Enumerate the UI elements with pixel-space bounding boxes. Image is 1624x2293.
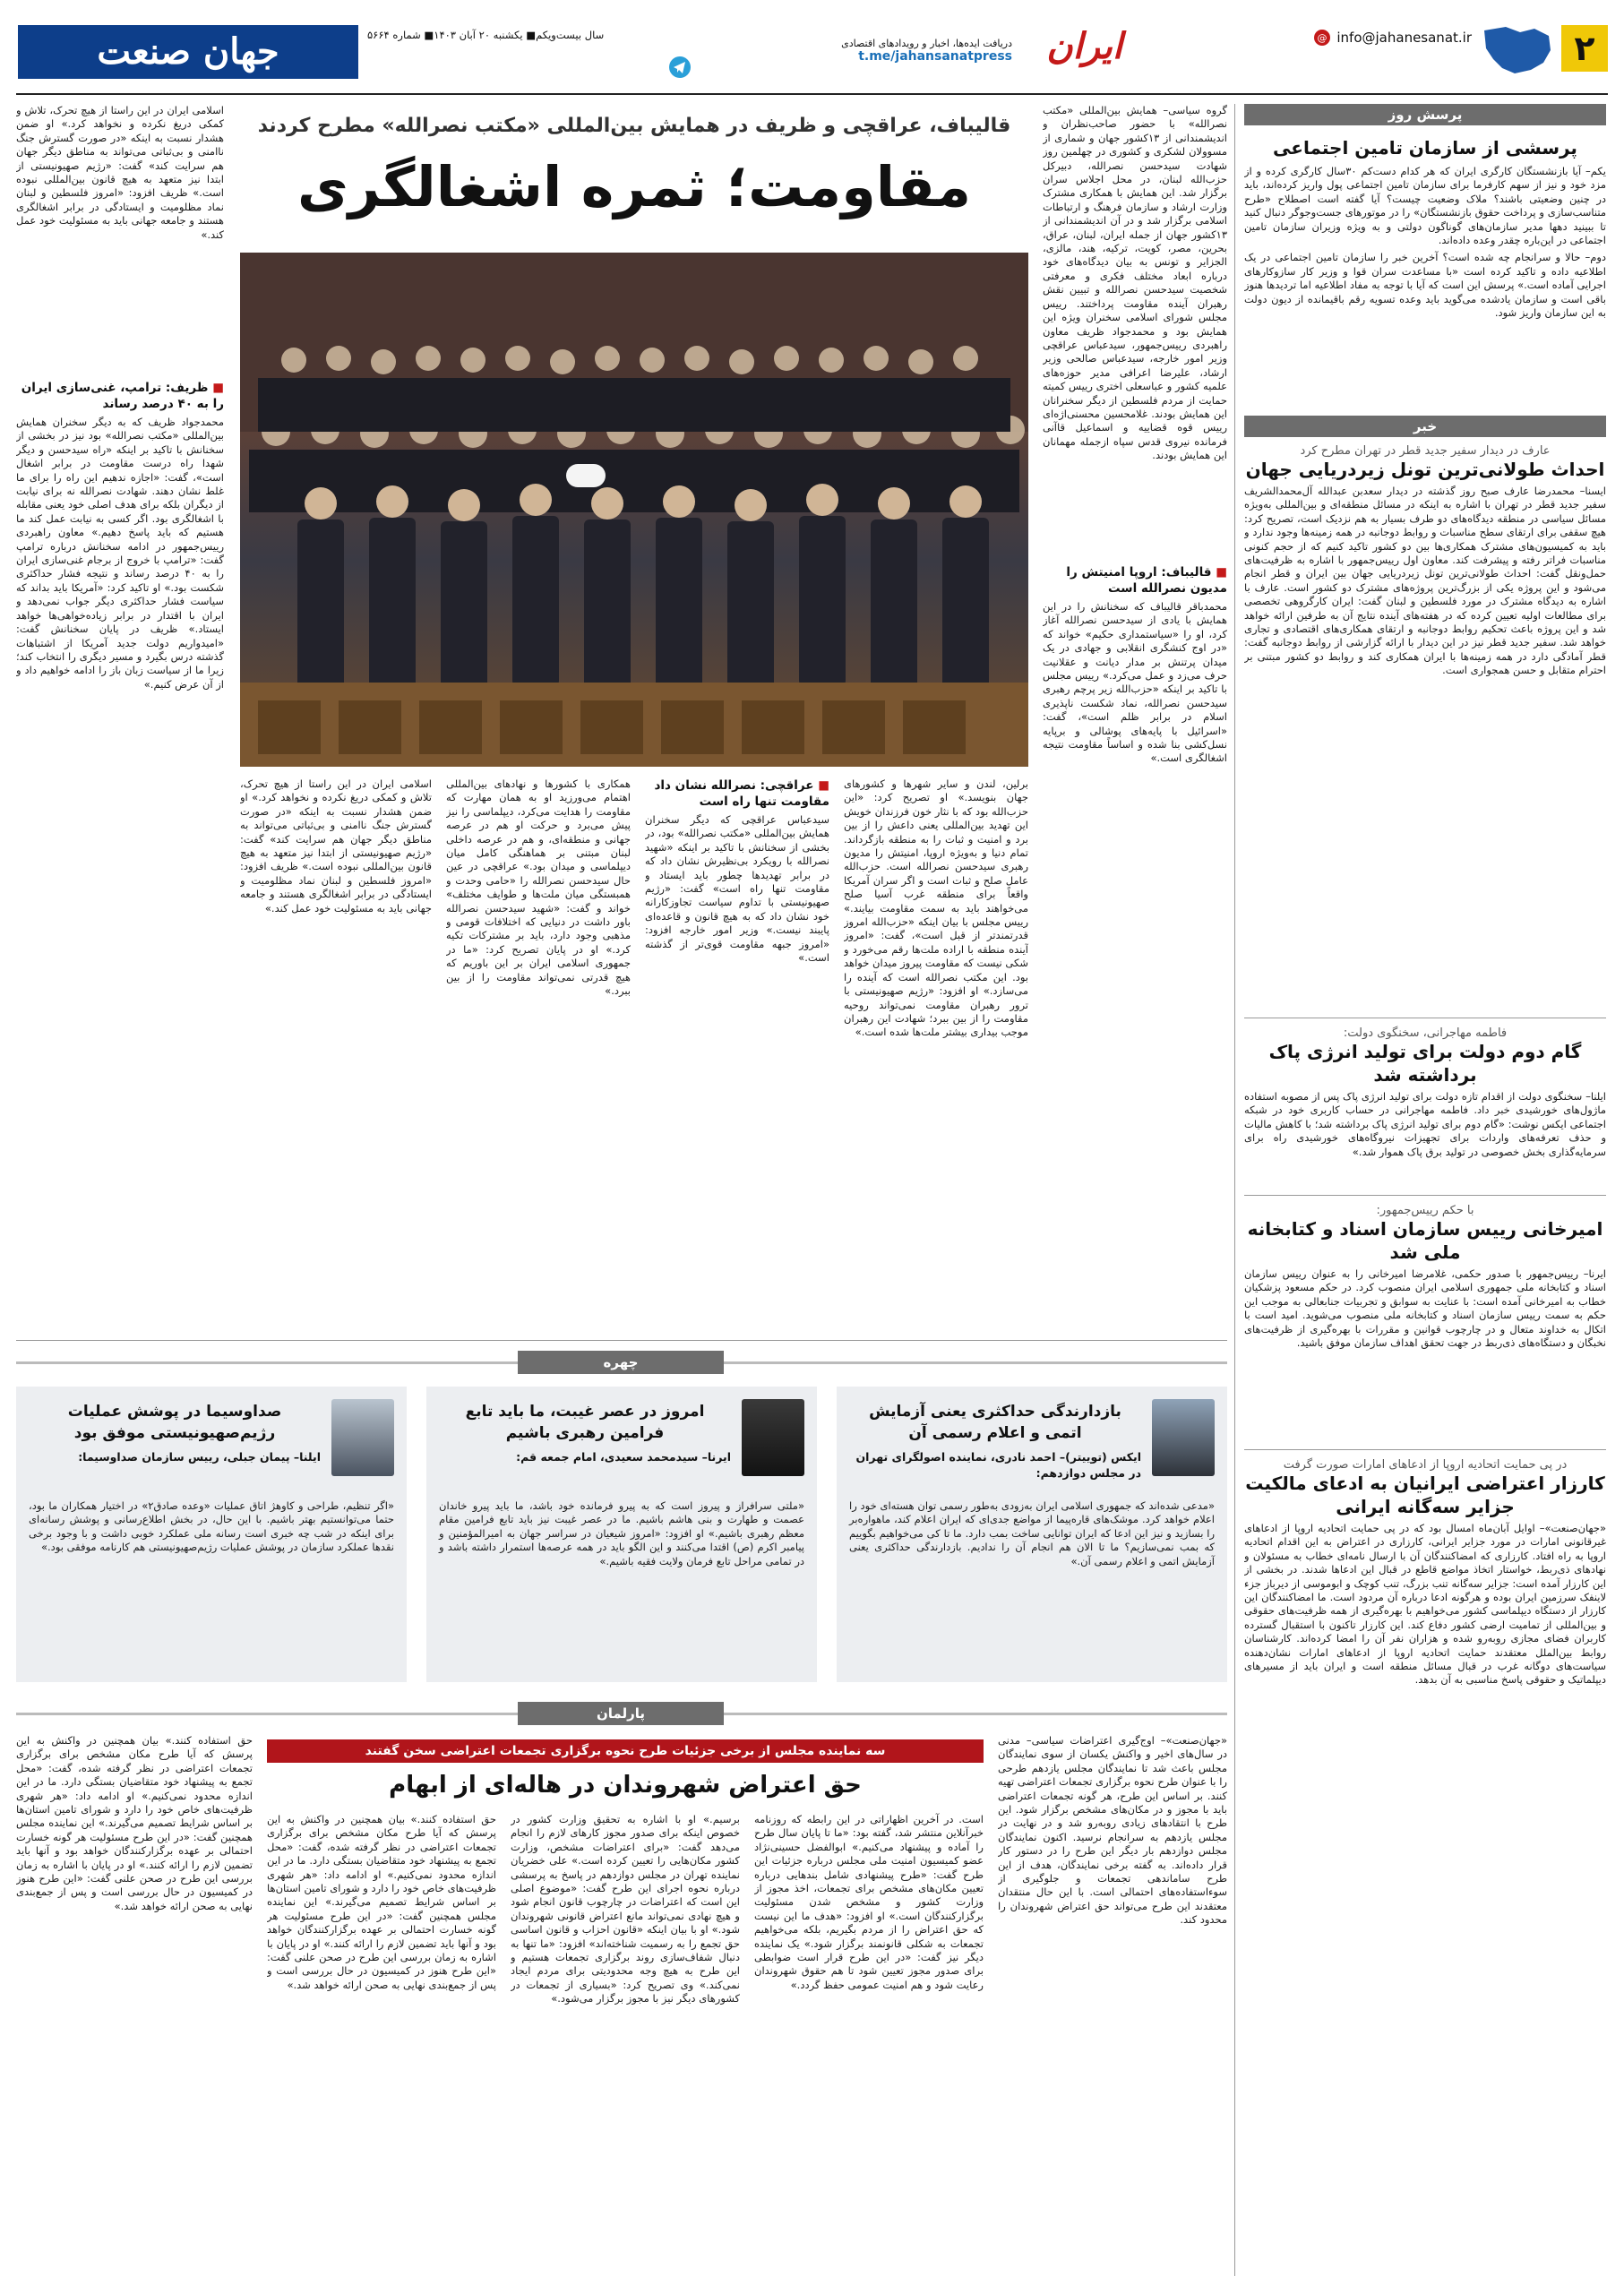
parliament-column-1-text: «جهان‌صنعت»– اوج‌گیری اعتراضات سیاسی– مدنی در سال‌های اخیر و واکنش یکسان از سوی نمایندگان مجلس باعث شد تا نمایندگان مجلس یازدهم طرحی را با عنوان طرح نحوه برگزاری تجمعات اعتراضی تهیه کنند. بر اساس این طرح، هر گونه تجمعات اعتراضی باید با مجوز و در مکان‌های مشخص برگزار شود. این طرح با انتقادهای زیادی روبه‌رو شد و در نهایت در مجلس یازدهم به سرانجام نرسید. اکنون نمایندگان مجلس دوازدهم بار دیگر این طرح را در دستور کار قرار داده‌اند. به گفته برخی نمایندگان، هدف از این طرح ساماندهی تجمعات و جلوگیری از سوءاستفاده‌های احتمالی است. با این حال منتقدان معتقدند این طرح می‌تواند حق اعتراض شهروندان را محدود کند. <box>998 1734 1227 1927</box>
face-card-2 <box>426 1387 817 1682</box>
lead-subhead: ■ قالیباف: اروپا امنیتش را مدیون نصرالله است <box>1043 564 1227 597</box>
library-title: امیرخانی رییس سازمان اسناد و کتابخانه ملی شد <box>1247 1218 1603 1263</box>
column-5b-paragraph: محمدجواد ظریف که به دیگر سخنران همایش بین‌المللی «مکتب نصرالله» بود نیز در بخشی از سخنانش با تاکید بر اینکه «راه سیدحسن و دیگر شهدا راه درست مقاومت در برابر اشغال است»، گفت: «اجازه ندهیم این راه را برای ما غلط نشان دهند. شهادت نصرالله نه برای نیابت از دیگران بلکه برای هدف اصلی خود یعنی مقابله با اشغالگری بود. اگر کسی به نیابت عمل کند ما هستیم که باید پاسخ دهیم.» معاون راهبردی رییس‌جمهور در ادامه سخنانش درباره ترامپ گفت: «ترامپ با خروج از برجام غنی‌سازی ایران را به ۴۰ درصد رساند و نتیجه فشار حداکثری شکست بود.» او تاکید کرد: «آمریکا باید بداند که سیاست فشار حداکثری دیگر جواب نمی‌دهد و ایران با اقتدار در برابر زیاده‌خواهی‌ها خواهد ایستاد.» ظریف در پایان سخنانش گفت: «امیدواریم دولت جدید آمریکا از اشتباهات گذشته درس بگیرد و مسیر دیگری را انتخاب کند؛ زیرا ما از سیاست زبان باز را ادامه خواهیم داد و از آن عرض کنیم.» <box>16 416 224 691</box>
faces-label: چهره <box>518 1351 724 1374</box>
question-body-2: دوم– حالا و سرانجام چه شده است؟ آخرین خبر را سازمان تامین اجتماعی در یک اطلاعیه داده و تاکید کرده است «با مساعدت سران قوا و وزیر کار سازوکارهای اجرایی آماده است.» پرسش این است که آیا با توجه به مفاد اطلاعیه اما تردیدها هنوز باقی است و سازمان یادشده می‌گوید باید وعده تسویه رقم باقیمانده از دیون دولت به این سازمان واریز شود. <box>1244 251 1606 320</box>
story-kicker: قالیباف، عراقچی و ظریف در همایش بین‌المللی «مکتب نصرالله» مطرح کردند <box>257 115 1011 137</box>
face-2-title: امروز در عصر غیبت، ما باید تابع فرامین رهبری باشیم <box>465 1403 705 1442</box>
parliament-column-2 <box>754 1813 984 2272</box>
face-3-source: ایلنا– پیمان جبلی، رییس سازمان صداوسیما: <box>78 1450 321 1464</box>
news-box <box>1244 416 1606 1027</box>
energy-body: ایلنا– سخنگوی دولت از اقدام تازه دولت برای تولید انرژی پاک پس از مصوبه استفاده ماژول‌های خورشیدی خبر داد. فاطمه مهاجرانی در حساب کاربری خود در شبکه اجتماعی ایکس نوشت: «گام دوم برای تولید انرژی پاک برداشته شد؛ با کاهش مالیات و حذف تعرفه‌های واردات برای تجهیزات نیروگاه‌های خورشیدی راه برای سرمایه‌گذاری بخش خصوصی در تولید برق پاک هموار شد.» <box>1244 1090 1606 1158</box>
parliament-column-3-text: برسیم.» او با اشاره به تحقیق وزارت کشور در خصوص اینکه برای صدور مجوز کارهای لازم را انجام می‌دهد گفت: «برای اعتراضات مشخص، وزارت کشور مکان‌هایی را تعیین کرده است.» علی خضریان نماینده تهران در مجلس دوازدهم در پاسخ به پرسشی درباره نحوه اجرای این طرح گفت: «موضوع اصلی این است که اعتراضات در چارچوب قانون انجام شود و هیچ نهادی نمی‌تواند مانع اعتراض قانونی شهروندان شود.» او با بیان اینکه «قانون احزاب و قانون اساسی حق تجمع را به رسمیت شناخته‌اند» افزود: «ما تنها به دنبال شفاف‌سازی روند برگزاری تجمعات هستیم و این طرح به هیچ وجه محدودیتی برای مردم ایجاد نمی‌کند.» وی تصریح کرد: «بسیاری از تجمعات در کشورهای دیگر نیز با مجوز برگزار می‌شود.» <box>511 1813 740 2005</box>
story-column-3 <box>844 777 1028 1327</box>
parliament-label: پارلمان <box>518 1702 724 1725</box>
face-3-body: «اگر تنظیم، طراحی و کاوهژ اتاق عملیات «وعده صادق۲» در اختیار همکاران ما بود، حتما می‌توانستیم بهتر باشیم. با این حال، در بخش اطلاع‌رسانی و پوشش رسانه‌ای برای اینکه در شب چه خبری است رسانه ملی عملکرد خوبی داشت و با وجود برخی نقدها عملکرد سازمان در پوشش عملیات رژیم‌صهیونیستی هم کارنامه موفقی بود.» <box>29 1499 394 1554</box>
lead-paragraph: گروه سیاسی– همایش بین‌المللی «مکتب نصرالله» با حضور صاحب‌نظران و اندیشمندانی از ۱۳کشور جهان و شماری از مسوولان لشکری و کشوری در چهلمین روز شهادت سیدحسن نصرالله، دبیرکل حزب‌الله لبنان، در محل اجلاس سران برگزار شد. این همایش با همکاری مشترک وزارت ارشاد و سازمان فرهنگ و ارتباطات اسلامی برگزار شد و در آن اندیشمندانی از ۱۳کشور جهان از جمله ایران، لبنان، عراق، بحرین، مصر، کویت، ترکیه، هند، مالزی، الجزایر و تونس به بیان دیدگاه‌های خود درباره ابعاد مختلف فکری و معرفتی شخصیت سیدحسن نصرالله و تبیین نقش رهبران آینده مقاومت پرداختند. رییس مجلس شورای اسلامی سخنران ویژه این همایش بود و محمدجواد ظریف معاون راهبردی رییس‌جمهور، سیدعباس عراقچی وزیر امور خارجه، سیدعباس صالحی وزیر ارشاد، علیرضا اعرافی مدیر حوزه‌های علمیه کشور و عباسعلی اختری رییس کمیته حمایت از مردم فلسطین از دیگر سخنرانان این همایش بودند. غلامحسین محسنی‌اژه‌ای رییس قوه قضاییه و اسماعیل قاآنی فرمانده نیروی قدس سپاه ازجمله مهمانان این همایش بودند. <box>1043 104 1227 462</box>
library-kicker: با حکم رییس‌جمهور: <box>1376 1204 1474 1217</box>
islands-body: «جهان‌صنعت»– اوایل آبان‌ماه امسال بود که در پی حمایت اتحادیه اروپا از ادعاهای غیرقانونی امارات در مورد جزایر ایرانی، کارزاری در اعتراض به این اقدام اتحادیه اروپا به راه افتاد. کارزاری که امضاکنندگان آن با ارسال نامه‌ای خطاب به مسئولان و نهادهای ذی‌ربط، خواستار اتخاذ مواضع قاطع در قبال این ادعاها شدند. در بخشی از این کارزار آمده است: جزایر سه‌گانه تنب بزرگ، تنب کوچک و ابوموسی از دیرباز جزء لاینفک سرزمین ایران بوده و هرگونه ادعا درباره آن مردود است. ما امضاکنندگان این کارزار از دستگاه دیپلماسی کشور می‌خواهیم با بهره‌گیری از همه ظرفیت‌های حقوقی و بین‌المللی از تمامیت ارضی کشور دفاع کند. این کارزار تاکنون با استقبال گسترده کاربران فضای مجازی روبه‌رو شده و هزاران نفر آن را امضا کرده‌اند. کارشناسان روابط بین‌الملل معتقدند حمایت اتحادیه اروپا از ادعاهای امارات نشان‌دهنده سیاست‌های دوگانه غرب در قبال مسائل منطقه است و ایران باید از مسیرهای دیپلماتیک و حقوقی پاسخ مناسبی به آن بدهد. <box>1244 1522 1606 1687</box>
face-2-source: ایرنا– سیدمحمد سعیدی، امام جمعه قم: <box>516 1450 731 1464</box>
email-line[interactable]: @ info@jahanesanat.ir <box>1313 29 1472 47</box>
audience-illustration <box>240 253 1028 767</box>
iran-map-icon <box>1479 23 1556 77</box>
issue-info: سال بیست‌ویکم■ یکشنبه ۲۰ آبان ۱۴۰۳■ شماره ۵۶۶۴ <box>367 29 605 41</box>
parliament-headline: حق اعتراض شهروندان در هاله‌ای از ابهام <box>389 1772 862 1799</box>
face-card-3 <box>16 1387 407 1682</box>
portrait-1 <box>1152 1399 1215 1476</box>
story-column-4 <box>446 777 631 1327</box>
column-4b-paragraph: اسلامی ایران در این راستا از هیچ تحرک، تلاش و کمکی دریغ نکرده و نخواهد کرد.» او ضمن هشدار نسبت به اینکه «در صورت گسترش جنگ ناامنی و بی‌ثباتی می‌تواند به مناطق دیگر جهان هم سرایت کند» گفت: «رژیم صهیونیستی از ابتدا نیز متعهد به هیچ قانون بین‌المللی نبوده است.» ظریف افزود: «امروز فلسطین و لبنان نماد مظلومیت و ایستادگی در برابر اشغالگری هستند و جامعه جهانی باید به مسئولیت خود عمل کند.» <box>240 777 432 915</box>
email-icon <box>1313 29 1331 47</box>
story-column-3b <box>645 777 829 1327</box>
parliament-column-4-text: حق استفاده کنند.» بیان همچنین در واکنش به این پرسش که آیا طرح مکان مشخص برای برگزاری تجمعات اعتراضی در نظر گرفته شده، گفت: «محل تجمع به پیشنهاد خود متقاضیان بستگی دارد. ما در این اندازه محدود نمی‌کنیم.» او ادامه داد: «هر شهری ظرفیت‌های خاص خود را دارد و شورای تامین استان‌ها بر اساس شرایط تصمیم می‌گیرند.» این نماینده مجلس همچنین گفت: «در این طرح مسئولیت هر گونه خسارت احتمالی بر عهده برگزارکنندگان خواهد بود و آنها باید تضمین لازم را ارائه کنند.» او در پایان با اشاره به زمان بررسی این طرح در صحن علنی گفت: «این طرح هنوز در کمیسیون در حال بررسی است و پس از جمع‌بندی نهایی به صحن ارائه خواهد شد.» <box>267 1813 496 1991</box>
story-headline: مقاومت؛ ثمره اشغالگری <box>296 154 972 219</box>
section-name: ایران <box>1046 25 1122 67</box>
energy-kicker: فاطمه مهاجرانی، سخنگوی دولت: <box>1343 1026 1508 1040</box>
news-body: ایسنا– محمدرضا عارف صبح روز گذشته در دیدار سعدبن عبدالله آل‌محمدالشریف سفیر جدید قطر در تهران با اشاره به اینکه در مسائل منطقه‌ای و بین‌المللی به‌ویژه مسائل سیاسی در منطقه دیدگاه‌های دو طرف بسیار به هم نزدیک است، تصریح کرد: هیچ سقفی برای ارتقای سطح مناسبات و روابط دوجانبه در همه زمینه‌ها وجود ندارد و باید به کمیسیون‌های مشترک همکاری‌ها بین دو کشور تاکید کنیم که از حجم کنونی مناسبات فراتر رفته و پیشرفت کند. معاون اول رییس‌جمهور با اشاره به ظرفیت‌های حمل‌ونقل گفت: احداث طولانی‌ترین تونل زیردریایی جهان بین ایران و قطر انجام می‌شود و این پروژه یکی از بزرگ‌ترین پروژه‌های مشترک دو کشور است. عارف با اشاره به دیدگاه مشترک در مورد فلسطین و لبنان گفت: ایران کارگروهی تخصصی برای مطالعات اولیه تعیین کرده که در هفته‌های آینده نتایج آن به طرفین ارائه خواهد شد و این پروژه باعث تحکیم روابط دوجانبه و ارتقای همکاری‌های اقتصادی و تجاری خواهد شد. سفیر جدید قطر نیز در این دیدار با ارائه گزارشی از روابط دوجانبه گفت: قطر آمادگی دارد در همه زمینه‌ها با ایران همکاری کند و روابط دو کشور مبتنی بر احترام متقابل و حسن همجواری است. <box>1244 485 1606 677</box>
column-4-paragraph: همکاری با کشورها و نهادهای بین‌المللی اهتمام می‌ورزید او به همان مهارت که مقاومت را هدایت می‌کرد، دیپلماسی را نیز پیش می‌برد و حرکت او هم در عرصه جهانی و منطقه‌ای، و هم در عرصه داخلی لبنان مبتنی بر هماهنگی کامل میان دیپلماسی و میدان بود.» عراقچی در عین حال سیدحسن نصرالله را «حامی وحدت و همبستگی میان ملت‌ها و طوایف مختلف» خواند و گفت: «شهید سیدحسن نصرالله باور داشت در دنیایی که اختلافات قومی و مذهبی وجود دارد، باید بر مشترکات تکیه کرد.» او در پایان تصریح کرد: «ما در جمهوری اسلامی ایران بر این باوریم که هیچ قدرتی نمی‌تواند مقاومت را از بین ببرد.» <box>446 777 631 998</box>
face-card-1 <box>837 1387 1227 1682</box>
column-3-paragraph: برلین، لندن و سایر شهرها و کشورهای جهان بنویسد.» او تصریح کرد: «این حزب‌الله بود که با نثار خون فرزندان خویش این تهدید بین‌المللی یعنی داعش را از بین برد و امنیت و ثبات را به منطقه بازگرداند. تمام دنیا و به‌ویژه اروپا، امنیتش را مدیون رهبری سیدحسن نصرالله است. حزب‌الله عامل صلح و ثبات است و اگر سران آمریکا واقعاً برای منطقه غرب آسیا صلح می‌خواهند باید به سمت مقاومت بیایند.» رییس مجلس با بیان اینکه «حزب‌الله امروز قدرتمندتر از قبل است»، گفت: «امروز آینده منطقه با اراده ملت‌ها رقم می‌خورد و شکی نیست که مقاومت پیروز میدان خواهد بود. این مکتب نصرالله است که آینده را می‌سازد.» او افزود: «رژیم صهیونیستی با ترور رهبران مقاومت نمی‌تواند روحیه مقاومت را از بین ببرد؛ شهادت این رهبران موجب بیداری بیشتر ملت‌ها شده است.» <box>844 777 1028 1039</box>
sidebar <box>1244 104 1606 2276</box>
islands-title: کارزار اعتراضی ایرانیان به ادعای مالکیت جزایر سه‌گانه ایرانی <box>1245 1473 1605 1517</box>
parliament-column-5 <box>16 1734 253 2272</box>
zarif-subhead: ■ ظریف: ترامپ، غنی‌سازی ایران را به ۴۰ درصد رساند <box>16 380 224 412</box>
news-title: احداث طولانی‌ترین تونل زیردریایی جهان <box>1245 459 1605 480</box>
main-story <box>16 104 1227 1340</box>
islands-kicker: در پی حمایت اتحادیه اروپا از ادعاهای امارات صورت گرفت <box>1283 1458 1568 1472</box>
header <box>0 0 1624 99</box>
parliament-column-2-text: است. در آخرین اظهاراتی در این رابطه که روزنامه خبرآنلاین منتشر شد، گفته بود: «ما تا پایان سال طرح را آماده و پیشنهاد می‌کنیم.» ابوالفضل حسینی‌نژاد عضو کمیسیون امنیت ملی مجلس درباره جزئیات این طرح گفت: «طرح پیشنهادی شامل بندهایی درباره تعیین مکان‌های مشخص برای تجمعات، اخذ مجوز از وزارت کشور و مشخص شدن مسئولیت برگزارکنندگان است.» او افزود: «هدف ما این نیست که حق اعتراض را از مردم بگیریم، بلکه می‌خواهیم تجمعات به شکلی قانونمند برگزار شود.» یک نماینده دیگر نیز گفت: «در این طرح قرار است ضوابطی برای صدور مجوز تعیین شود تا هم حقوق شهروندان رعایت شود و هم امنیت عمومی حفظ گردد.» <box>754 1813 984 1991</box>
question-box <box>1244 104 1606 320</box>
news-label: خبر <box>1244 416 1606 437</box>
column-5-paragraph: اسلامی ایران در این راستا از هیچ تحرک، تلاش و کمکی دریغ نکرده و نخواهد کرد.» او ضمن هشدار نسبت به اینکه «در صورت گسترش جنگ ناامنی و بی‌ثباتی می‌تواند به مناطق دیگر جهان هم سرایت کند» گفت: «رژیم صهیونیستی از ابتدا نیز متعهد به هیچ قانون بین‌المللی نبوده است.» ظریف افزود: «امروز فلسطین و لبنان نماد مظلومیت و ایستادگی در برابر اشغالگری هستند و جامعه جهانی باید به مسئولیت خود عمل کند.» <box>16 104 224 241</box>
page-number: ۲ <box>1561 25 1608 72</box>
library-box <box>1244 1204 1606 1466</box>
face-1-body: «مدعی شده‌اند که جمهوری اسلامی ایران به‌زودی به‌طور رسمی توان هسته‌ای خود را اعلام خواهد کرد. موشک‌های قاره‌پیما از مواضع جدی‌ای که ایران اعلام کند، ماهواره‌بر را بسازید و نیز این ادعا که ایران توانایی ساخت بمب دارد. ما تا کی می‌خواهیم بگوییم که بمب نمی‌سازیم؟ ما تا الان هم انجام آن را ندادیم. بازدارندگی حداکثری یعنی آزمایش اتمی و اعلام رسمی آن.» <box>849 1499 1215 1567</box>
parliament-column-3 <box>511 1813 740 2272</box>
face-1-title: بازدارندگی حداکثری یعنی آزمایش اتمی و اعلام رسمی آن <box>869 1403 1121 1442</box>
telegram-icon <box>668 56 692 79</box>
news-kicker: عارف در دیدار سفیر جدید قطر در تهران مطرح کرد <box>1300 444 1551 458</box>
story-column-4b <box>240 777 432 1327</box>
face-1-source: ایکس (توییتر)– احمد نادری، نماینده اصولگرای تهران در مجلس دوازدهم: <box>855 1450 1141 1480</box>
story-column-5 <box>16 104 224 1327</box>
araghchi-subhead: ■ عراقچی: نصرالله نشان داد مقاومت تنها راه است <box>645 777 829 810</box>
energy-box <box>1244 1026 1606 1159</box>
question-label: پرسش روز <box>1244 104 1606 125</box>
parliament-column-5-text: حق استفاده کنند.» بیان همچنین در واکنش به این پرسش که آیا طرح مکان مشخص برای برگزاری تجمعات اعتراضی در نظر گرفته شده، گفت: «محل تجمع به پیشنهاد خود متقاضیان بستگی دارد. ما در این اندازه محدود نمی‌کنیم.» او ادامه داد: «هر شهری ظرفیت‌های خاص خود را دارد و شورای تامین استان‌ها بر اساس شرایط تصمیم می‌گیرند.» این نماینده مجلس همچنین گفت: «در این طرح مسئولیت هر گونه خسارت احتمالی بر عهده برگزارکنندگان خواهد بود و آنها باید تضمین لازم را ارائه کنند.» او در پایان با اشاره به زمان بررسی این طرح در صحن علنی گفت: «این طرح هنوز در کمیسیون در حال بررسی است و پس از جمع‌بندی نهایی به صحن ارائه خواهد شد.» <box>16 1734 253 1912</box>
face-2-body: «ملتی سرافراز و پیروز است که به پیرو فرمانده خود باشد، ما باید پیرو خاندان عصمت و طهارت و بنی هاشم باشیم. ما در عصر غیبت نیز باید تابع فرامین مقام معظم رهبری باشیم.» او افزود: «امروز شیعیان در سراسر جهان به امیرالمؤمنین و پیامبر اکرم (ص) اقتدا می‌کنند و این الگو باید در همه عرصه‌ها استمرار داشته باشد و در تمامی مراحل تابع فرمان ولایت فقیه باشیم.» <box>439 1499 804 1567</box>
portrait-3 <box>331 1399 394 1476</box>
parliament-kicker: سه نماینده مجلس از برخی جزئیات طرح نحوه برگزاری تجمعات اعتراضی سخن گفتند <box>267 1739 984 1763</box>
telegram-block[interactable]: دریافت ایده‌ها، اخبار و رویدادهای اقتصادی t.me/jahansanatpress <box>841 38 1012 64</box>
library-body: ایرنا– رییس‌جمهور با صدور حکمی، غلامرضا امیرخانی را به عنوان رییس سازمان اسناد و کتابخانه ملی جمهوری اسلامی ایران منصوب کرد. در حکم مسعود پزشکیان خطاب به امیرخانی آمده است: با عنایت به سوابق و تجربیات جنابعالی به موجب این حکم به سمت رییس سازمان اسناد و کتابخانه ملی منصوب می‌شوید. امید است با اتکال به خداوند متعال و در چارچوب قوانین و مقررات با بهره‌گیری از ظرفیت‌های نخبگان و دستگاه‌های ذی‌ربط در جهت تحقق اهداف سازمان موفق باشید. <box>1244 1267 1606 1350</box>
portrait-2 <box>742 1399 804 1476</box>
story-photo <box>240 253 1028 767</box>
column-3b-paragraph: سیدعباس عراقچی که دیگر سخنران همایش بین‌المللی «مکتب نصرالله» بود، در بخشی از سخنانش با تاکید بر اینکه «شهید نصرالله با رویکرد بی‌نظیرش نشان داد که در برابر تهدیدها چطور باید ایستاد و مقاومت تنها راه است» گفت: «رژیم صهیونیستی با تداوم سیاست تجاوزکارانه خود نشان داد که به هیچ قانون و قاعده‌ای پایبند نیست.» وزیر امور خارجه افزود: «امروز جبهه مقاومت قوی‌تر از گذشته است.» <box>645 813 829 965</box>
parliament-column-4 <box>267 1813 496 2272</box>
question-title: پرسشی از سازمان تامین اجتماعی <box>1273 137 1577 159</box>
parliament-column-1 <box>998 1734 1227 2272</box>
energy-title: گام دوم دولت برای تولید انرژی پاک برداشته شد <box>1268 1041 1582 1086</box>
face-3-title: صداوسیما در پوشش عملیات رژیم‌صهیونیستی موفق بود <box>67 1403 282 1442</box>
logo: جهان صنعت <box>18 25 358 79</box>
islands-box <box>1244 1458 1606 2274</box>
lead-column <box>1043 104 1227 1327</box>
faces-section <box>16 1351 1227 1691</box>
lead-paragraph-b: محمدباقر قالیباف که سخنانش را در این همایش با یادی از سیدحسن نصرالله آغاز کرد، او را «سیاستمداری حکیم» خواند که «در اوج کنشگری انقلابی و جهادی در یک میدان پرتنش بر مدار دیانت و عقلانیت حرف می‌زد و عمل می‌کرد.» رییس مجلس با تاکید بر اینکه «حزب‌الله زیر پرچم رهبری سیدحسن نصرالله، نماد شکست ناپذیری اسلام در برابر ظلم است»، گفت: «اسرائیل با پایه‌های پوشالی و برپایه نسل‌کشی بنا شده و اساساً مقاومت نتیجه اشغالگری است.» <box>1043 600 1227 765</box>
svg-text:@: @ <box>1317 32 1328 44</box>
parliament-section <box>16 1702 1227 2275</box>
question-body-1: یکم– آیا بازنشستگان کارگری ایران که هر کدام دست‌کم ۳۰سال کارگری کرده و از مزد خود و نیز از سهم کارفرما برای سازمان تامین اجتماعی پول واریز کرده‌اند، باید در چنین وضعیتی باشند؟ ملاک وضعیت چیست؟ آیا گفته است اصطلاح «طرح متناسب‌سازی و پرداخت حقوق بازنشستگان» را در موتورهای جست‌وجوگر دنبال کنید تا ببینید دهها مدیر سازمان‌های گوناگون دولتی و به ویژه وزیران سازمان تامین اجتماعی در این‌باره چقدر وعده داده‌اند. <box>1244 165 1606 247</box>
